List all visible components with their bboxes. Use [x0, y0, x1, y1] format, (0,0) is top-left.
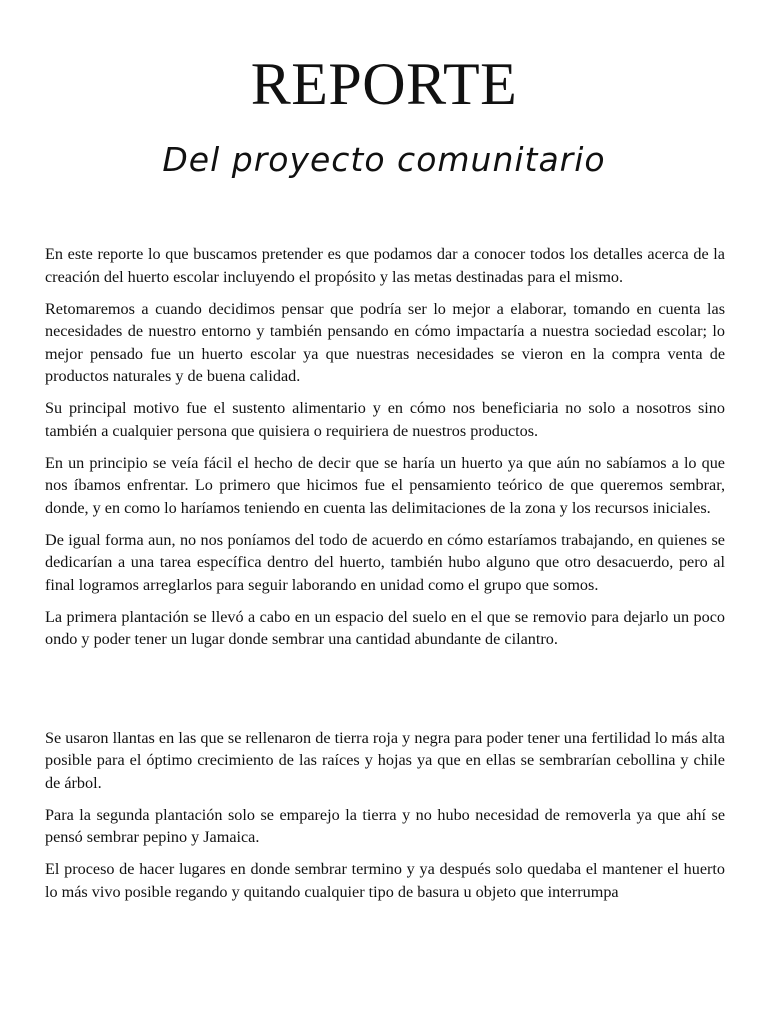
document-title: REPORTE — [250, 51, 518, 117]
paragraph-llantas: Se usaron llantas en las que se rellenaron de tierra roja y negra para poder tener una fertilidad lo más alta posible para el óptimo crecimiento de las raíces y hojas ya que en ellas se sembrarían cebollina y chile de árbol. — [45, 728, 725, 792]
paragraph-retomaremos: Retomaremos a cuando decidimos pensar que podría ser lo mejor a elaborar, tomando en cuenta las necesidades de nuestro entorno y también pensando en cómo impactaría a nuestra sociedad escolar; lo mejor pensado fue un huerto escolar ya que nuestras necesidades se vieron en la compra venta de productos naturales y de buena calidad. — [45, 299, 725, 385]
paragraph-motivo: Su principal motivo fue el sustento alimentario y en cómo nos beneficiaria no solo a nosotros sino también a cualquier persona que quisiera o requiriera de nuestros productos. — [45, 399, 725, 440]
paragraph-segunda-plantacion: Para la segunda plantación solo se emparejo la tierra y no hubo necesidad de removerla ya que ahí se pensó sembrar pepino y Jamaica. — [45, 805, 725, 846]
paragraph-intro: En este reporte lo que buscamos pretender es que podamos dar a conocer todos los detalles acerca de la creación del huerto escolar incluyendo el propósito y las metas destinadas para el mismo. — [45, 245, 725, 286]
document-subtitle: Del proyecto comunitario — [162, 140, 606, 179]
paragraph-primera-plantacion: La primera plantación se llevó a cabo en un espacio del suelo en el que se removio para dejarlo un poco ondo y poder tener un lugar donde sembrar una cantidad abundante de cilantro. — [45, 607, 725, 648]
paragraph-acuerdo: De igual forma aun, no nos poníamos del todo de acuerdo en cómo estaríamos trabajando, en quienes se dedicarían a una tarea específica dentro del huerto, también hubo alguno que otro desacuerdo, pero al final logramos arreglarlos para seguir laborando en unidad como el grupo que somos. — [45, 530, 725, 594]
paragraph-principio: En un principio se veía fácil el hecho de decir que se haría un huerto ya que aún no sabíamos a lo que nos íbamos enfrentar. Lo primero que hicimos fue el pensamiento teórico de que queremos sembrar, donde, y en como lo haríamos teniendo en cuenta las delimitaciones de la zona y los recursos iniciales. — [45, 453, 725, 517]
document-body — [45, 243, 725, 913]
paragraph-proceso: El proceso de hacer lugares en donde sembrar termino y ya después solo quedaba el mantener el huerto lo más vivo posible regando y quitando cualquier tipo de basura u objeto que interrumpa — [45, 860, 725, 901]
